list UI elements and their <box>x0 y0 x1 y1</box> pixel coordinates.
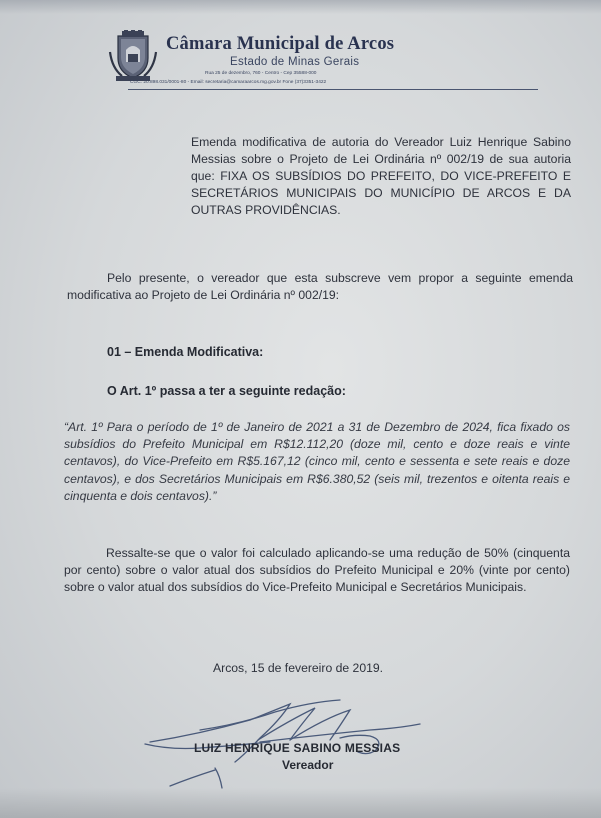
article-heading: O Art. 1º passa a ter a seguinte redação: <box>107 384 346 398</box>
org-contacts: CGC: 20.898.031/0001-80 - Email: secretaria@camaraarcos.mg.gov.br Fone (37)3351-3422 <box>130 80 327 85</box>
org-address: Rua 25 de dezembro, 760 - Centro - Cep 35588-000 <box>205 71 317 76</box>
header-divider <box>128 89 538 90</box>
amendment-heading: 01 – Emenda Modificativa: <box>107 345 264 359</box>
page-bottom-shadow <box>0 788 601 818</box>
coat-of-arms-icon <box>108 30 158 82</box>
signer-role: Vereador <box>282 758 334 772</box>
justification-paragraph: Ressalte-se que o valor foi calculado aplicando-se uma redução de 50% (cinquenta por cento) sobre o valor atual dos subsídios do Prefeito Municipal e 20% (vinte por cento) sobre o valor atual dos subsídios do Vice-Prefeito Municipal e Secretários Municipais. <box>64 546 570 595</box>
intro-paragraph: Pelo presente, o vereador que esta subscreve vem propor a seguinte emenda modificativa ao Projeto de Lei Ordinária nº 002/19: <box>67 271 573 302</box>
signer-name: LUIZ HENRIQUE SABINO MESSIAS <box>194 741 401 755</box>
page-top-shadow <box>0 0 601 14</box>
place-date: Arcos, 15 de fevereiro de 2019. <box>213 661 384 675</box>
org-name: Câmara Municipal de Arcos <box>166 34 395 54</box>
article-quote: “Art. 1º Para o período de 1º de Janeiro de 2021 a 31 de Dezembro de 2024, fica fixado os subsídios do Prefeito Municipal em R$12.112,20 (doze mil, cento e doze reais e vinte centavos), do Vice-Prefeito em R$5.167,12 (cinco mil, cento e sessenta e sete reais e doze centavos), e dos Secretários Municipais em R$6.380,52 (seis mil, trezentos e oitenta reais e cinquenta e dois centavos).” <box>64 420 570 503</box>
org-state: Estado de Minas Gerais <box>230 56 360 68</box>
amendment-summary: Emenda modificativa de autoria do Vereador Luiz Henrique Sabino Messias sobre o Projeto de Lei Ordinária nº 002/19 de sua autoria que: FIXA OS SUBSÍDIOS DO PREFEITO, DO VICE-PREFEITO E SECRETÁRIOS MUNICIPAIS DO MUNICÍPIO DE ARCOS E DA OUTRAS PROVIDÊNCIAS. <box>191 135 571 217</box>
